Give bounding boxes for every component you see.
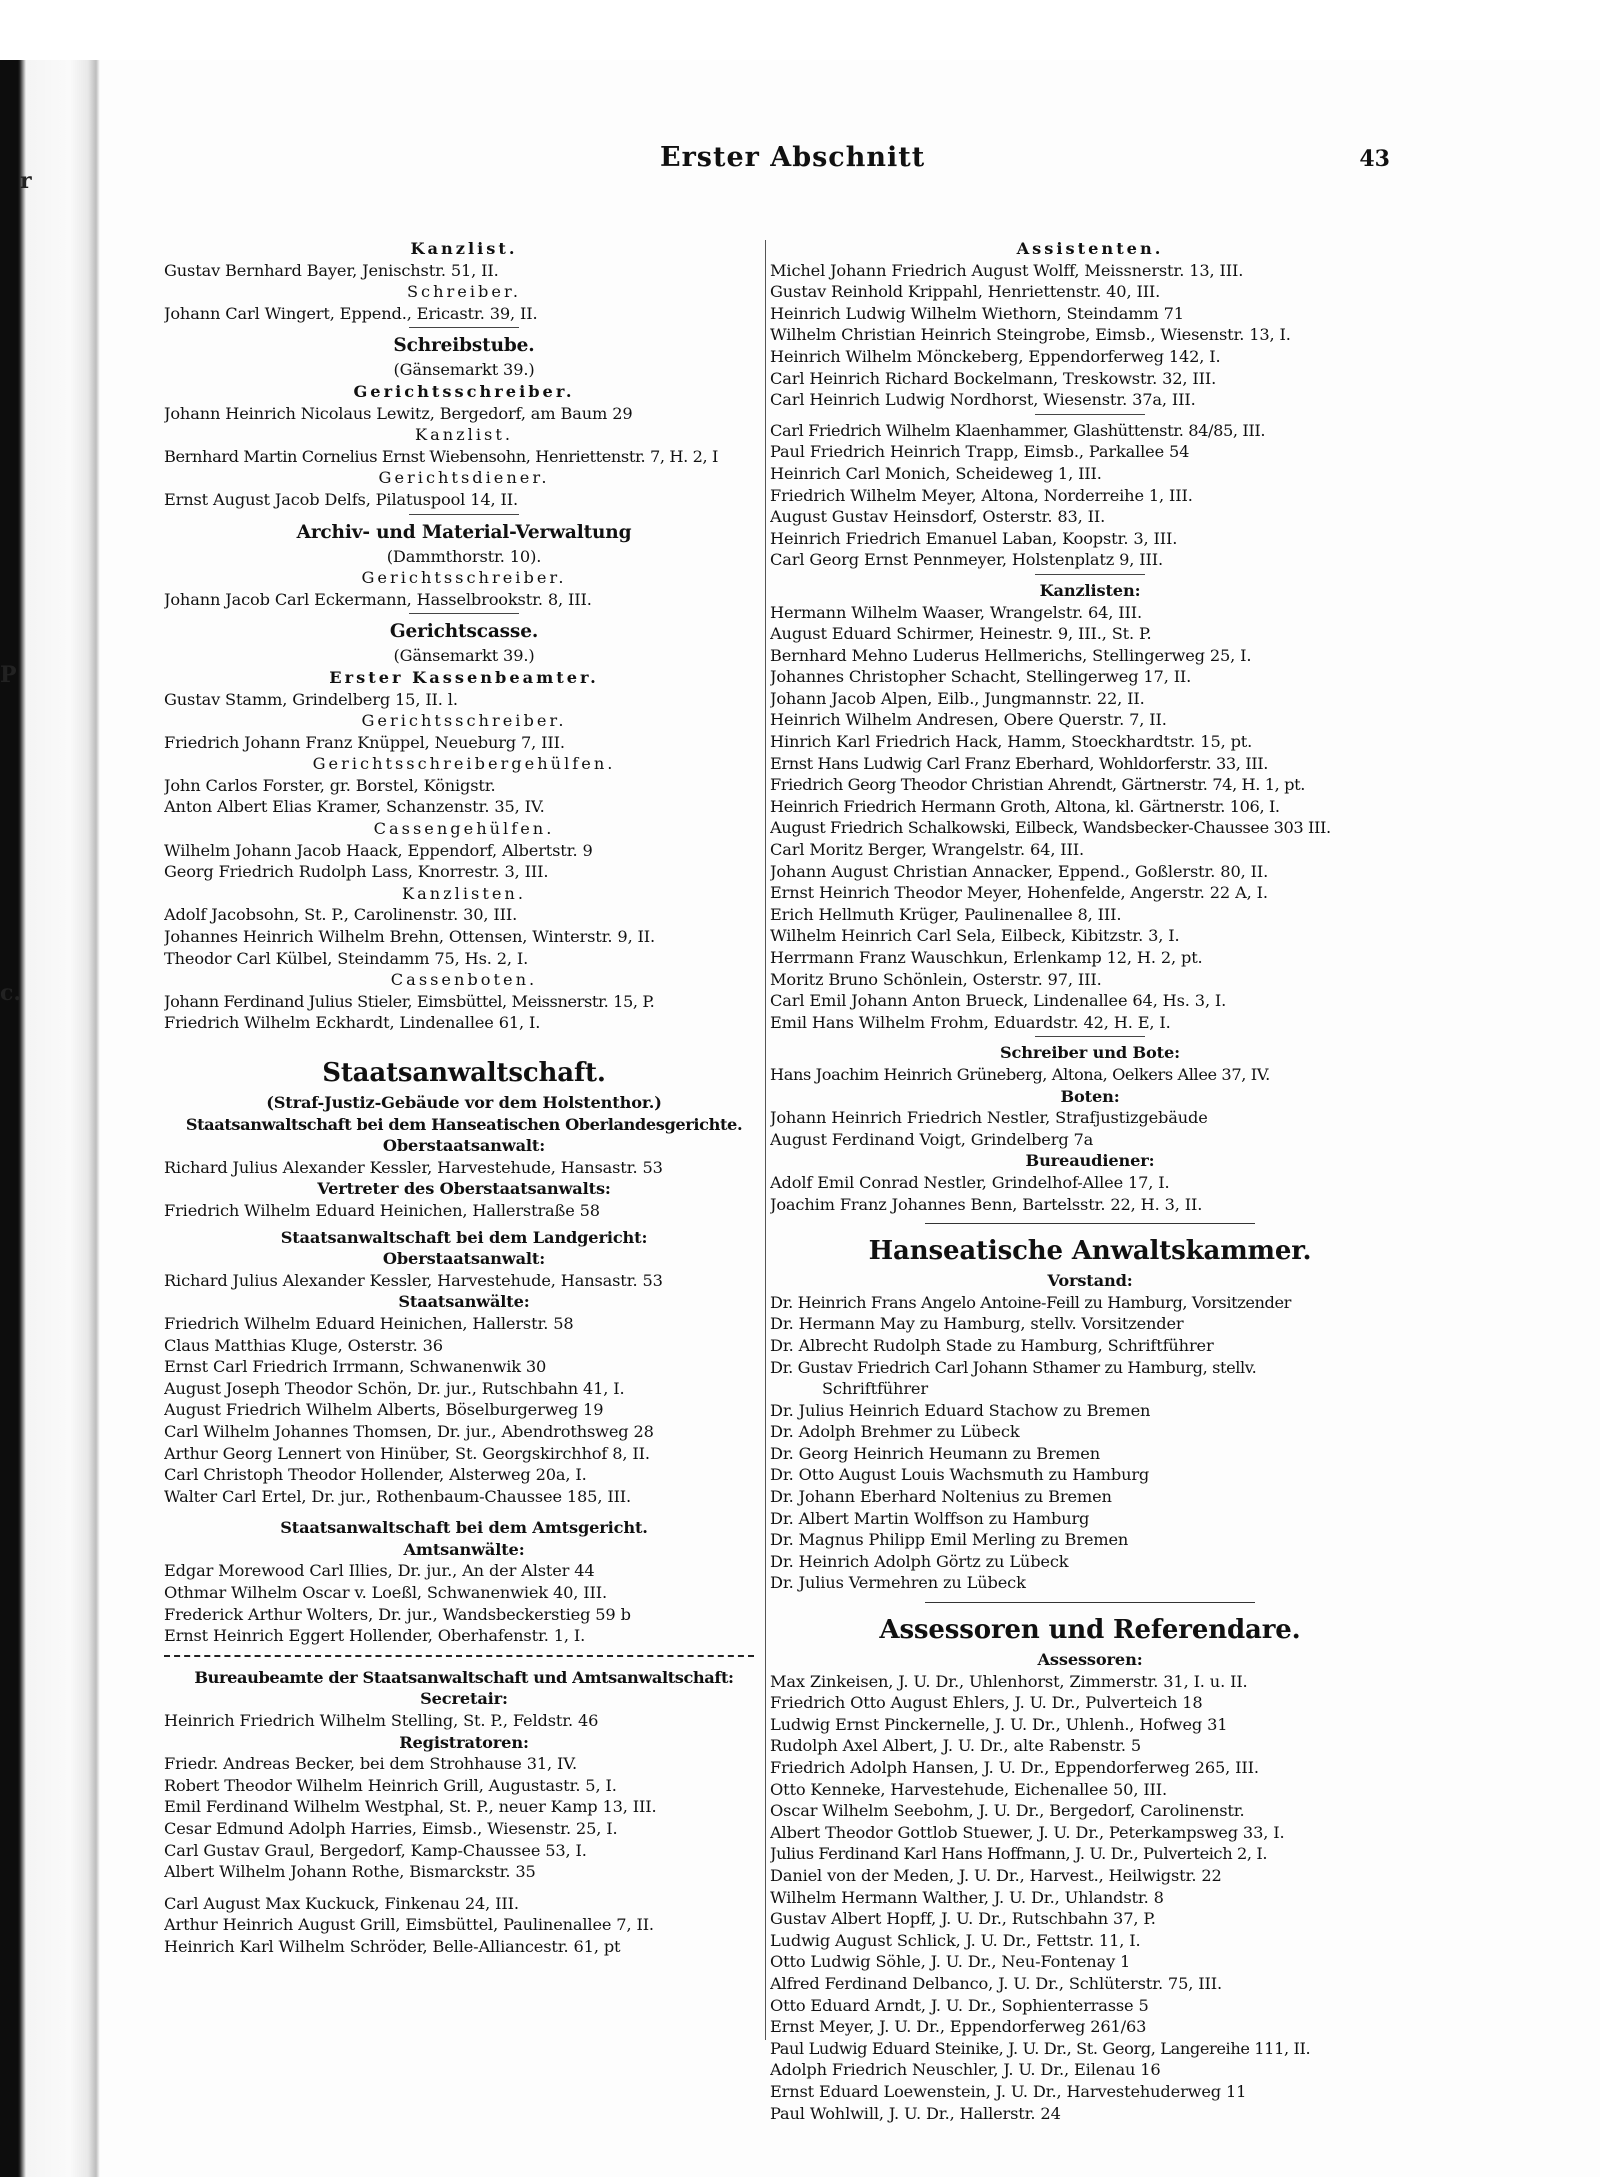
entry-line: Johann Jacob Alpen, Eilb., Jungmannstr. 22, II. [770, 688, 1145, 708]
entry-line: Ernst Meyer, J. U. Dr., Eppendorferweg 261/63 [770, 2017, 1147, 2037]
section-heading: Staatsanwälte: [398, 1292, 530, 1312]
section-heading: Oberstaatsanwalt: [382, 1136, 546, 1156]
entry-line: Heinrich Friedrich Wilhelm Stelling, St. P., Feldstr. 46 [164, 1711, 599, 1731]
entry-line: Friedrich Johann Franz Knüppel, Neueburg 7, III. [164, 732, 565, 752]
page-number: 43 [1359, 146, 1390, 172]
previous-page-mark: c. [0, 980, 22, 1006]
right-column [770, 238, 1410, 2124]
entry-line: Bernhard Mehno Luderus Hellmerichs, Stellingerweg 25, I. [770, 645, 1252, 665]
section-heading: Cassenboten. [390, 970, 538, 990]
entry-line: Johann Carl Wingert, Eppend., Ericastr. 39, II. [164, 303, 538, 323]
entry-line: Hermann Wilhelm Waaser, Wrangelstr. 64, III. [770, 602, 1143, 622]
entry-line: Heinrich Friedrich Hermann Groth, Altona, kl. Gärtnerstr. 106, I. [770, 796, 1280, 816]
entry-line: August Friedrich Schalkowski, Eilbeck, Wandsbecker-Chaussee 303 III. [770, 818, 1331, 838]
entry-line: Richard Julius Alexander Kessler, Harvestehude, Hansastr. 53 [164, 1157, 663, 1177]
entry-line: Ernst Hans Ludwig Carl Franz Eberhard, Wohldorferstr. 33, III. [770, 753, 1268, 773]
entry-line: Daniel von der Meden, J. U. Dr., Harvest., Heilwigstr. 22 [770, 1865, 1222, 1885]
entry-line: Ernst Heinrich Eggert Hollender, Oberhafenstr. 1, I. [164, 1626, 586, 1646]
entry-line: Joachim Franz Johannes Benn, Bartelsstr. 22, H. 3, II. [770, 1194, 1203, 1214]
entry-line: Carl Moritz Berger, Wrangelstr. 64, III. [770, 840, 1085, 860]
entry-line: Dr. Julius Vermehren zu Lübeck [770, 1573, 1026, 1593]
entry-line: Gustav Reinhold Krippahl, Henriettenstr. 40, III. [770, 282, 1161, 302]
section-heading: Gerichtsdiener. [378, 468, 550, 488]
entry-line: Wilhelm Johann Jacob Haack, Eppendorf, Albertstr. 9 [164, 840, 593, 860]
entry-line: Dr. Georg Heinrich Heumann zu Bremen [770, 1443, 1100, 1463]
entry-line: Otto Ludwig Söhle, J. U. Dr., Neu-Fontenay 1 [770, 1952, 1131, 1972]
previous-page-mark: r [20, 168, 32, 194]
section-heading: Kanzlist. [410, 239, 518, 258]
entry-line: Arthur Georg Lennert von Hinüber, St. Georgskirchhof 8, II. [164, 1443, 650, 1463]
entry-line: Friedr. Andreas Becker, bei dem Strohhause 31, IV. [164, 1754, 577, 1774]
section-heading: Erster Kassenbeamter. [329, 667, 599, 687]
entry-line: Heinrich Karl Wilhelm Schröder, Belle-Alliancestr. 61, pt [164, 1936, 621, 1956]
binding-gutter [0, 60, 100, 2177]
section-heading: Staatsanwaltschaft bei dem Amtsgericht. [280, 1518, 648, 1538]
entry-line: Ludwig August Schlick, J. U. Dr., Fettstr. 11, I. [770, 1930, 1141, 1950]
section-heading: Schreiber und Bote: [1000, 1043, 1180, 1063]
entry-line: Rudolph Axel Albert, J. U. Dr., alte Rabenstr. 5 [770, 1736, 1142, 1756]
entry-line: Heinrich Wilhelm Andresen, Obere Querstr. 7, II. [770, 710, 1167, 730]
entry-line: Dr. Albrecht Rudolph Stade zu Hamburg, Schriftführer [770, 1335, 1214, 1355]
entry-line: Johannes Christopher Schacht, Stellingerweg 17, II. [770, 667, 1192, 687]
entry-line: Arthur Heinrich August Grill, Eimsbüttel, Paulinenallee 7, II. [164, 1915, 654, 1935]
entry-line: Anton Albert Elias Kramer, Schanzenstr. 35, IV. [164, 797, 545, 817]
entry-line: Ernst Heinrich Theodor Meyer, Hohenfelde, Angerstr. 22 A, I. [770, 883, 1268, 903]
entry-line: Ernst August Jacob Delfs, Pilatuspool 14, II. [164, 489, 518, 509]
section-heading: Kanzlist. [414, 425, 513, 445]
entry-line: Wilhelm Christian Heinrich Steingrobe, Eimsb., Wiesenstr. 13, I. [770, 325, 1291, 345]
section-heading: Bureaudiener: [1025, 1151, 1155, 1171]
entry-line: Dr. Magnus Philipp Emil Merling zu Bremen [770, 1530, 1129, 1550]
section-heading: Kanzlisten: [1039, 580, 1141, 600]
entry-line: Gustav Albert Hopff, J. U. Dr., Rutschbahn 37, P. [770, 1909, 1156, 1929]
entry-line: Friedrich Wilhelm Eduard Heinichen, Hallerstr. 58 [164, 1313, 574, 1333]
entry-line: Ernst Eduard Loewenstein, J. U. Dr., Harvestehuderweg 11 [770, 2081, 1247, 2101]
entry-line: Johannes Heinrich Wilhelm Brehn, Ottensen, Winterstr. 9, II. [164, 927, 656, 947]
entry-line: Dr. Albert Martin Wolffson zu Hamburg [770, 1508, 1090, 1528]
section-heading: Vorstand: [1047, 1271, 1133, 1291]
entry-line: August Eduard Schirmer, Heinestr. 9, III., St. P. [770, 624, 1152, 644]
entry-line: August Gustav Heinsdorf, Osterstr. 83, II. [770, 507, 1106, 527]
entry-line: Julius Ferdinand Karl Hans Hoffmann, J. U. Dr., Pulverteich 2, I. [770, 1844, 1268, 1864]
entry-line: Johann Jacob Carl Eckermann, Hasselbrookstr. 8, III. [164, 589, 592, 609]
entry-line: Heinrich Carl Monich, Scheideweg 1, III. [770, 463, 1102, 483]
entry-line: Heinrich Wilhelm Mönckeberg, Eppendorferweg 142, I. [770, 346, 1221, 366]
section-heading: Oberstaatsanwalt: [382, 1249, 546, 1269]
entry-line: August Friedrich Wilhelm Alberts, Böselburgerweg 19 [164, 1400, 604, 1420]
entry-line: Gustav Bernhard Bayer, Jenischstr. 51, II. [164, 260, 499, 280]
entry-line: Johann Ferdinand Julius Stieler, Eimsbüttel, Meissnerstr. 15, P. [164, 991, 655, 1011]
entry-line: Dr. Adolph Brehmer zu Lübeck [770, 1422, 1020, 1442]
entry-line: Dr. Hermann May zu Hamburg, stellv. Vorsitzender [770, 1314, 1184, 1334]
entry-line: Carl Georg Ernst Pennmeyer, Holstenplatz 9, III. [770, 550, 1163, 570]
previous-page-mark: P [0, 662, 17, 688]
separator-rule [1035, 1036, 1145, 1037]
running-title: Erster Abschnitt [660, 142, 926, 173]
section-heading: Kanzlisten. [401, 883, 526, 903]
entry-line: Ludwig Ernst Pinckernelle, J. U. Dr., Uhlenh., Hofweg 31 [770, 1714, 1228, 1734]
entry-line: Wilhelm Hermann Walther, J. U. Dr., Uhlandstr. 8 [770, 1887, 1164, 1907]
separator-rule [409, 613, 519, 614]
entry-line: Erich Hellmuth Krüger, Paulinenallee 8, III. [770, 904, 1122, 924]
entry-line: Paul Ludwig Eduard Steinike, J. U. Dr., St. Georg, Langereihe 111, II. [770, 2038, 1311, 2058]
entry-line: Claus Matthias Kluge, Osterstr. 36 [164, 1335, 443, 1355]
section-heading: Schreiber. [406, 282, 522, 302]
section-heading: Registratoren: [399, 1732, 529, 1752]
entry-line: Max Zinkeisen, J. U. Dr., Uhlenhorst, Zimmerstr. 31, I. u. II. [770, 1671, 1248, 1691]
section-heading: Archiv- und Material-Verwaltung [296, 521, 632, 543]
entry-line: Albert Theodor Gottlob Stuewer, J. U. Dr., Peterkampsweg 33, I. [770, 1822, 1285, 1842]
entry-line: Heinrich Friedrich Emanuel Laban, Koopstr. 3, III. [770, 528, 1178, 548]
entry-line: Dr. Gustav Friedrich Carl Johann Sthamer zu Hamburg, stellv. [770, 1357, 1257, 1377]
entry-line: Richard Julius Alexander Kessler, Harvestehude, Hansastr. 53 [164, 1270, 663, 1290]
entry-line: Dr. Heinrich Adolph Görtz zu Lübeck [770, 1551, 1069, 1571]
entry-line: Adolf Emil Conrad Nestler, Grindelhof-Allee 17, I. [770, 1172, 1170, 1192]
address-note: (Gänsemarkt 39.) [393, 646, 535, 666]
entry-line: Johann August Christian Annacker, Eppend., Goßlerstr. 80, II. [770, 861, 1269, 881]
entry-line: Adolph Friedrich Neuschler, J. U. Dr., Eilenau 16 [770, 2060, 1161, 2080]
entry-line: Walter Carl Ertel, Dr. jur., Rothenbaum-Chaussee 185, III. [164, 1486, 632, 1506]
entry-line: Friedrich Otto August Ehlers, J. U. Dr., Pulverteich 18 [770, 1693, 1203, 1713]
entry-line: Paul Friedrich Heinrich Trapp, Eimsb., Parkallee 54 [770, 442, 1190, 462]
entry-line: August Joseph Theodor Schön, Dr. jur., Rutschbahn 41, I. [164, 1378, 625, 1398]
entry-line: Heinrich Ludwig Wilhelm Wiethorn, Steindamm 71 [770, 303, 1184, 323]
entry-line: Wilhelm Heinrich Carl Sela, Eilbeck, Kibitzstr. 3, I. [770, 926, 1180, 946]
separator-rule [409, 514, 519, 515]
section-heading: Staatsanwaltschaft bei dem Landgericht: [280, 1227, 648, 1247]
entry-line: Bernhard Martin Cornelius Ernst Wiebensohn, Henriettenstr. 7, H. 2, I [164, 446, 718, 466]
entry-line: Ernst Carl Friedrich Irrmann, Schwanenwik 30 [164, 1357, 547, 1377]
entry-line: Robert Theodor Wilhelm Heinrich Grill, Augustastr. 5, I. [164, 1775, 617, 1795]
section-heading: Amtsanwälte: [403, 1539, 525, 1559]
entry-line: Paul Wohlwill, J. U. Dr., Hallerstr. 24 [770, 2103, 1061, 2123]
entry-line: Dr. Johann Eberhard Noltenius zu Bremen [770, 1487, 1112, 1507]
entry-line: Carl August Max Kuckuck, Finkenau 24, III. [164, 1893, 519, 1913]
entry-line: Dr. Julius Heinrich Eduard Stachow zu Bremen [770, 1400, 1151, 1420]
section-heading: Bureaubeamte der Staatsanwaltschaft und Amtsanwaltschaft: [194, 1667, 734, 1687]
section-heading: Staatsanwaltschaft bei dem Hanseatischen Oberlandesgerichte. [185, 1114, 743, 1134]
section-heading: Gerichtsschreiber. [361, 568, 567, 588]
dashed-separator [164, 1655, 754, 1657]
entry-line: Oscar Wilhelm Seebohm, J. U. Dr., Bergedorf, Carolinenstr. [770, 1801, 1245, 1821]
entry-line: Friedrich Wilhelm Meyer, Altona, Norderreihe 1, III. [770, 485, 1193, 505]
entry-line: Friedrich Wilhelm Eduard Heinichen, Hallerstraße 58 [164, 1200, 600, 1220]
entry-line: Frederick Arthur Wolters, Dr. jur., Wandsbeckerstieg 59 b [164, 1604, 631, 1624]
left-column [164, 238, 764, 1958]
entry-line: Carl Gustav Graul, Bergedorf, Kamp-Chaussee 53, I. [164, 1840, 587, 1860]
entry-line: Herrmann Franz Wauschkun, Erlenkamp 12, H. 2, pt. [770, 948, 1203, 967]
entry-line: Carl Friedrich Wilhelm Klaenhammer, Glashüttenstr. 84/85, III. [770, 420, 1266, 440]
separator-rule [1035, 414, 1145, 415]
entry-line: Alfred Ferdinand Delbanco, J. U. Dr., Schlüterstr. 75, III. [770, 1973, 1222, 1993]
entry-line: Cesar Edmund Adolph Harries, Eimsb., Wiesenstr. 25, I. [164, 1819, 618, 1838]
entry-line: Albert Wilhelm Johann Rothe, Bismarckstr. 35 [164, 1862, 536, 1882]
separator-rule [925, 1602, 1255, 1603]
chapter-title: Assessoren und Referendare. [879, 1615, 1301, 1646]
section-heading: Assessoren: [1037, 1650, 1143, 1670]
entry-line: Johann Heinrich Nicolaus Lewitz, Bergedorf, am Baum 29 [164, 403, 633, 423]
entry-line: John Carlos Forster, gr. Borstel, Königstr. [164, 775, 496, 795]
section-heading: Gerichtsschreiber. [353, 381, 575, 401]
entry-line: Carl Emil Johann Anton Brueck, Lindenallee 64, Hs. 3, I. [770, 991, 1227, 1011]
entry-line: Adolf Jacobsohn, St. P., Carolinenstr. 30, III. [164, 905, 518, 925]
section-heading: Gerichtsschreibergehülfen. [312, 754, 616, 774]
separator-rule [925, 1223, 1255, 1224]
entry-line: Theodor Carl Külbel, Steindamm 75, Hs. 2, I. [164, 948, 529, 968]
section-heading: Assistenten. [1016, 239, 1164, 258]
address-note: (Dammthorstr. 10). [386, 546, 542, 566]
separator-rule [1035, 574, 1145, 575]
entry-line: Hans Joachim Heinrich Grüneberg, Altona, Oelkers Allee 37, IV. [770, 1064, 1270, 1084]
entry-line: Emil Hans Wilhelm Frohm, Eduardstr. 42, H. E, I. [770, 1012, 1171, 1032]
entry-line: Gustav Stamm, Grindelberg 15, II. l. [164, 689, 458, 709]
entry-line: Carl Heinrich Ludwig Nordhorst, Wiesenstr. 37a, III. [770, 390, 1196, 410]
entry-line: Moritz Bruno Schönlein, Osterstr. 97, III. [770, 969, 1102, 989]
address-note: (Straf-Justiz-Gebäude vor dem Holstenthor.) [266, 1093, 662, 1112]
entry-line: Hinrich Karl Friedrich Hack, Hamm, Stoeckhardtstr. 15, pt. [770, 732, 1253, 752]
chapter-title: Hanseatische Anwaltskammer. [868, 1236, 1312, 1267]
entry-line: August Ferdinand Voigt, Grindelberg 7a [770, 1129, 1094, 1149]
entry-line: Emil Ferdinand Wilhelm Westphal, St. P., neuer Kamp 13, III. [164, 1797, 657, 1817]
column-divider [765, 240, 766, 2040]
separator-rule [409, 327, 519, 328]
entry-line: Georg Friedrich Rudolph Lass, Knorrestr. 3, III. [164, 862, 549, 882]
entry-line: Edgar Morewood Carl Illies, Dr. jur., An der Alster 44 [164, 1561, 595, 1581]
entry-line: Othmar Wilhelm Oscar v. Loeßl, Schwanenwiek 40, III. [164, 1583, 608, 1603]
chapter-title: Staatsanwaltschaft. [322, 1058, 606, 1088]
entry-line: Michel Johann Friedrich August Wolff, Meissnerstr. 13, III. [770, 260, 1244, 280]
entry-line: Otto Kenneke, Harvestehude, Eichenallee 50, III. [770, 1779, 1168, 1799]
page-header [660, 142, 1390, 182]
section-heading: Cassengehülfen. [373, 819, 555, 839]
entry-line: Dr. Otto August Louis Wachsmuth zu Hamburg [770, 1465, 1150, 1485]
section-heading: Secretair: [420, 1689, 508, 1709]
section-heading: Gerichtscasse. [389, 621, 539, 643]
entry-line: Johann Heinrich Friedrich Nestler, Strafjustizgebäude [770, 1108, 1208, 1128]
section-heading: Schreibstube. [393, 335, 535, 357]
entry-line: Schriftführer [822, 1379, 928, 1399]
entry-line: Friedrich Adolph Hansen, J. U. Dr., Eppendorferweg 265, III. [770, 1758, 1259, 1777]
entry-line: Dr. Heinrich Frans Angelo Antoine-Feill zu Hamburg, Vorsitzender [770, 1292, 1292, 1312]
entry-line: Friedrich Georg Theodor Christian Ahrendt, Gärtnerstr. 74, H. 1, pt. [770, 775, 1305, 795]
entry-line: Friedrich Wilhelm Eckhardt, Lindenallee 61, I. [164, 1013, 541, 1033]
entry-line: Carl Heinrich Richard Bockelmann, Treskowstr. 32, III. [770, 368, 1217, 388]
entry-line: Carl Wilhelm Johannes Thomsen, Dr. jur., Abendrothsweg 28 [164, 1421, 654, 1441]
entry-line: Carl Christoph Theodor Hollender, Alsterweg 20a, I. [164, 1465, 587, 1485]
section-heading: Vertreter des Oberstaatsanwalts: [317, 1179, 611, 1199]
entry-line: Otto Eduard Arndt, J. U. Dr., Sophienterrasse 5 [770, 1995, 1149, 2015]
section-heading: Gerichtsschreiber. [361, 711, 567, 731]
section-heading: Boten: [1060, 1086, 1120, 1106]
address-note: (Gänsemarkt 39.) [393, 360, 535, 380]
